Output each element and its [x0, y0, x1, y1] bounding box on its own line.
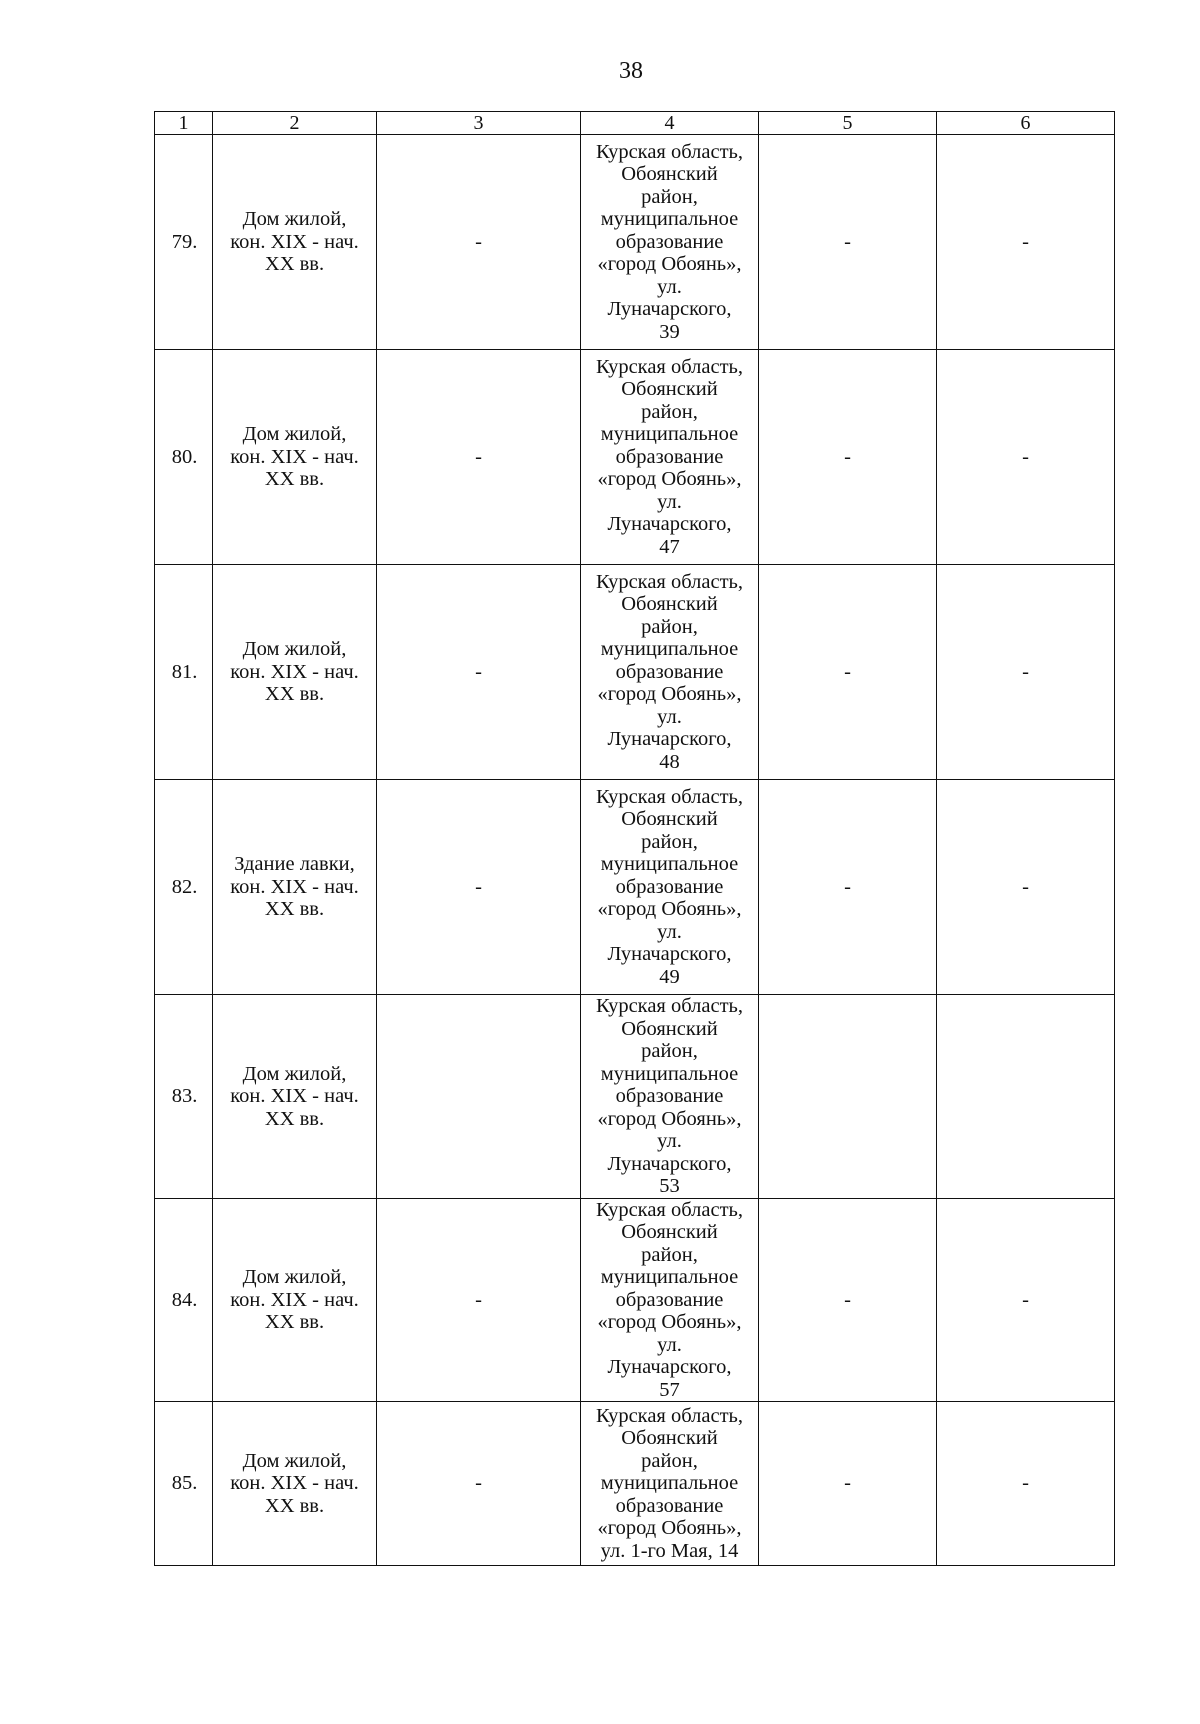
- object-name-line: Дом жилой,: [242, 1062, 347, 1085]
- address-line: 48: [659, 750, 680, 773]
- address-line: Курская область,: [595, 785, 744, 808]
- column-header-4: 4: [581, 112, 759, 135]
- address-line: 49: [659, 965, 680, 988]
- address-line: «город Обоянь»,: [597, 898, 742, 921]
- address-cell: [581, 1402, 759, 1566]
- table-row: [155, 350, 1115, 565]
- column-header-6: 6: [937, 112, 1115, 135]
- column-6-cell: [937, 995, 1115, 1199]
- address-cell: [581, 780, 759, 995]
- object-name-cell: [213, 350, 377, 565]
- address-cell: [581, 1198, 759, 1402]
- column-3-cell: -: [377, 350, 581, 565]
- address-line: ул.: [657, 490, 682, 513]
- address-line: Обоянский: [621, 1017, 718, 1040]
- table-row: [155, 135, 1115, 350]
- address-line: Обоянский: [621, 378, 718, 401]
- address-line: Курская область,: [595, 570, 744, 593]
- column-header-2: 2: [213, 112, 377, 135]
- object-name-cell: [213, 780, 377, 995]
- column-5-cell: -: [759, 565, 937, 780]
- address-line: ул.: [657, 1130, 682, 1152]
- column-6-cell: -: [937, 350, 1115, 565]
- row-number: 81.: [155, 565, 213, 780]
- object-name-cell: [213, 1402, 377, 1566]
- object-name-line: Дом жилой,: [242, 1266, 347, 1288]
- table-row: [155, 565, 1115, 780]
- address-line: «город Обоянь»,: [597, 468, 742, 491]
- address-line: Курская область,: [595, 1198, 744, 1221]
- table-row: [155, 780, 1115, 995]
- address-line: район,: [641, 830, 698, 853]
- object-name-cell: [213, 135, 377, 350]
- address-line: муниципальное: [600, 853, 739, 876]
- address-line: муниципальное: [600, 208, 739, 231]
- address-line: район,: [641, 1243, 698, 1266]
- address-line: Обоянский: [621, 1427, 718, 1450]
- object-name-cell: [213, 565, 377, 780]
- column-6-cell: -: [937, 135, 1115, 350]
- column-header-1: 1: [155, 112, 213, 135]
- object-name-line: XX вв.: [264, 1107, 325, 1130]
- address-line: образование: [615, 230, 724, 253]
- address-line: Луначарского,: [607, 298, 732, 321]
- address-line: ул.: [657, 920, 682, 943]
- address-line: Курская область,: [595, 140, 744, 163]
- address-line: муниципальное: [600, 638, 739, 661]
- row-number: 84.: [155, 1198, 213, 1402]
- column-3-cell: -: [377, 135, 581, 350]
- address-line: «город Обоянь»,: [597, 1107, 742, 1130]
- address-line: образование: [615, 660, 724, 683]
- address-line: «город Обоянь»,: [597, 683, 742, 706]
- object-name-line: кон. XIX - нач.: [230, 1472, 359, 1495]
- object-name-line: Дом жилой,: [242, 208, 347, 231]
- column-3-cell: -: [377, 1198, 581, 1402]
- object-name-line: XX вв.: [264, 898, 325, 921]
- address-line: муниципальное: [600, 1266, 739, 1288]
- address-line: 47: [659, 535, 680, 558]
- column-header-5: 5: [759, 112, 937, 135]
- address-line: Обоянский: [621, 163, 718, 186]
- address-line: Обоянский: [621, 593, 718, 616]
- object-name-line: кон. XIX - нач.: [230, 1288, 359, 1311]
- address-line: 39: [659, 320, 680, 343]
- row-number: 82.: [155, 780, 213, 995]
- address-line: образование: [615, 875, 724, 898]
- address-line: район,: [641, 1449, 698, 1472]
- column-5-cell: -: [759, 350, 937, 565]
- address-cell: [581, 135, 759, 350]
- address-line: Луначарского,: [607, 513, 732, 536]
- address-line: район,: [641, 615, 698, 638]
- column-header-3: 3: [377, 112, 581, 135]
- row-number: 83.: [155, 995, 213, 1199]
- address-line: Курская область,: [595, 1404, 744, 1427]
- object-name-cell: [213, 995, 377, 1199]
- object-name-line: кон. XIX - нач.: [230, 1085, 359, 1107]
- address-line: «город Обоянь»,: [597, 1517, 742, 1540]
- column-5-cell: -: [759, 135, 937, 350]
- column-6-cell: -: [937, 565, 1115, 780]
- address-line: Луначарского,: [607, 728, 732, 751]
- address-line: Курская область,: [595, 355, 744, 378]
- object-name-line: XX вв.: [264, 468, 325, 491]
- address-line: муниципальное: [600, 1062, 739, 1085]
- address-line: Луначарского,: [607, 943, 732, 966]
- column-6-cell: -: [937, 780, 1115, 995]
- object-name-line: XX вв.: [264, 1311, 325, 1333]
- address-cell: [581, 995, 759, 1199]
- object-name-line: Здание лавки,: [234, 853, 355, 876]
- address-line: Луначарского,: [607, 1152, 732, 1175]
- column-3-cell: -: [377, 1402, 581, 1566]
- column-6-cell: -: [937, 1402, 1115, 1566]
- address-line: образование: [615, 1085, 724, 1107]
- address-line: Обоянский: [621, 1221, 718, 1243]
- row-number: 79.: [155, 135, 213, 350]
- address-cell: [581, 565, 759, 780]
- heritage-registry-table: [154, 111, 1115, 1566]
- column-3-cell: -: [377, 780, 581, 995]
- address-line: ул.: [657, 1333, 682, 1356]
- object-name-cell: [213, 1198, 377, 1402]
- table-row: [155, 1402, 1115, 1566]
- object-name-line: Дом жилой,: [242, 1449, 347, 1472]
- column-3-cell: [377, 995, 581, 1199]
- row-number: 80.: [155, 350, 213, 565]
- address-line: 57: [659, 1378, 680, 1401]
- object-name-line: Дом жилой,: [242, 638, 347, 661]
- address-line: район,: [641, 400, 698, 423]
- object-name-line: Дом жилой,: [242, 423, 347, 446]
- row-number: 85.: [155, 1402, 213, 1566]
- object-name-line: кон. XIX - нач.: [230, 230, 359, 253]
- address-line: Луначарского,: [607, 1356, 732, 1378]
- header-row: [155, 112, 1115, 135]
- address-line: ул. 1-го Мая, 14: [600, 1539, 739, 1562]
- address-line: образование: [615, 1494, 724, 1517]
- address-line: ул.: [657, 705, 682, 728]
- address-line: район,: [641, 185, 698, 208]
- column-5-cell: -: [759, 1198, 937, 1402]
- address-line: образование: [615, 445, 724, 468]
- object-name-line: кон. XIX - нач.: [230, 660, 359, 683]
- address-line: «город Обоянь»,: [597, 1311, 742, 1333]
- column-6-cell: -: [937, 1198, 1115, 1402]
- address-line: Курская область,: [595, 995, 744, 1017]
- address-line: муниципальное: [600, 423, 739, 446]
- address-line: «город Обоянь»,: [597, 253, 742, 276]
- table-row: [155, 995, 1115, 1199]
- address-line: район,: [641, 1040, 698, 1062]
- address-line: Обоянский: [621, 808, 718, 831]
- address-line: образование: [615, 1288, 724, 1311]
- object-name-line: XX вв.: [264, 683, 325, 706]
- column-5-cell: [759, 995, 937, 1199]
- object-name-line: XX вв.: [264, 1494, 325, 1517]
- address-line: муниципальное: [600, 1472, 739, 1495]
- object-name-line: кон. XIX - нач.: [230, 875, 359, 898]
- column-5-cell: -: [759, 780, 937, 995]
- column-3-cell: -: [377, 565, 581, 780]
- column-5-cell: -: [759, 1402, 937, 1566]
- address-cell: [581, 350, 759, 565]
- table-row: [155, 1198, 1115, 1402]
- page-number: 38: [619, 58, 643, 84]
- object-name-line: XX вв.: [264, 253, 325, 276]
- address-line: ул.: [657, 275, 682, 298]
- address-line: 53: [659, 1175, 680, 1197]
- object-name-line: кон. XIX - нач.: [230, 445, 359, 468]
